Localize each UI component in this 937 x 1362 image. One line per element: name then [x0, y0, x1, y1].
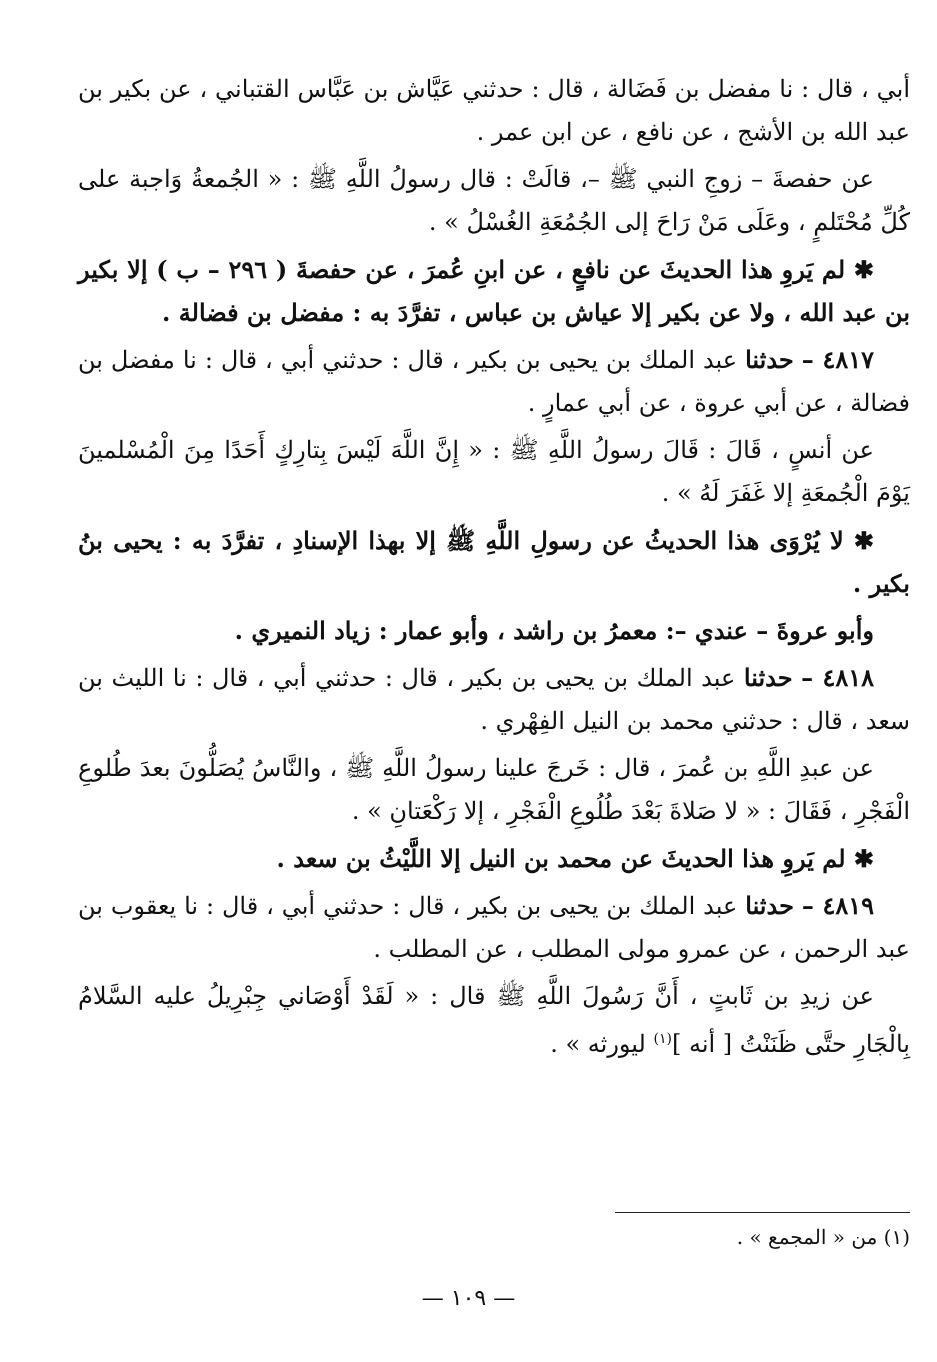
paragraph-hadith-ibn-umar: عن عبدِ اللَّهِ بن عُمرَ ، قال : خَرجَ علينا رسولُ اللَّهِ ﷺ ، والنَّاسُ يُصَلُّونَ بعدَ طُلوعِ الْفَجْرِ ، فَقَالَ : « لا صَلاةَ بَعْدَ طُلُوعِ الْفَجْرِ ، إلا رَكْعَتانِ » . — [78, 754, 910, 825]
hadith-isnad: عبد الملك بن يحيى بن بكير ، قال : حدثني أبي ، قال : نا يعقوب بن عبد الرحمن ، عن عمرو مولى المطلب ، عن المطلب . — [78, 892, 910, 963]
hadith-number: ٤٨١٨ – — [801, 663, 874, 692]
page-body — [78, 68, 910, 1070]
hadith-text: عن زيدِ بن ثَابتٍ ، أَنَّ رَسُولَ اللَّهِ ﷺ قال : « لَقَدْ أَوْصَاني جِبْرِيلُ عليه السَّلامُ بِالْجَارِ حتَّى ظَنَنْتُ [ أنه ] — [78, 982, 910, 1058]
paragraph-hadith-4818 — [78, 656, 910, 743]
footnote-divider — [615, 1212, 910, 1213]
hadith-lead: حدثنا — [745, 891, 794, 920]
paragraph-hadith-zayd — [78, 975, 910, 1066]
paragraph-hadith-4817 — [78, 338, 910, 425]
hadith-number: ٤٨١٩ – — [801, 891, 875, 920]
hadith-lead: حدثنا — [743, 663, 793, 692]
footnote-marker: (١) — [653, 1031, 672, 1047]
paragraph-hadith-anas: عن أنسٍ ، قَالَ : قَالَ رسولُ اللَّهِ ﷺ : « إِنَّ اللَّهَ لَيْسَ بِتارِكٍ أَحَدًا مِنَ الْمُسْلمينَ يَوْمَ الْجُمعَةِ إلا غَفَرَ لَهُ » . — [78, 436, 910, 507]
hadith-text-end: ليورثه » . — [550, 1030, 654, 1058]
hadith-number: ٤٨١٧ – — [801, 345, 874, 374]
paragraph-commentary-2: ✱ لا يُرْوَى هذا الحديثُ عن رسولِ اللَّهِ ﷺ إلا بهذا الإسنادِ ، تفرَّدَ به : يحيى بنُ بكير . — [78, 526, 910, 598]
hadith-lead: حدثنا — [745, 345, 794, 374]
hadith-isnad: عبد الملك بن يحيى بن بكير ، قال : حدثني أبي ، قال : نا مفضل بن فضالة ، عن أبي عروة ، عن أبي عمارٍ . — [78, 346, 910, 417]
footnote: (١) من « المجمع » . — [736, 1225, 910, 1249]
paragraph-commentary-1: ✱ لم يَروِ هذا الحديثَ عن نافعٍ ، عن ابنِ عُمرَ ، عن حفصةَ ( ٢٩٦ – ب ) إلا بكير بن عبد الله ، ولا عن بكير إلا عياش بن عباس ، تفرَّدَ به : مفضل بن فضالة . — [78, 255, 910, 327]
page-number: — ١٠٩ — — [421, 1286, 516, 1311]
paragraph-hadith-hafsa: عن حفصةَ – زوجِ النبي ﷺ –، قالَتْ : قال رسولُ اللَّهِ ﷺ : « الجُمعةُ وَاجبة على كُلِّ مُحْتَلمٍ ، وعَلَى مَنْ رَاحَ إلى الجُمُعَةِ الغُسْلُ » . — [78, 165, 910, 236]
paragraph-isnad-intro: أبي ، قال : نا مفضل بن فَضَالة ، قال : حدثني عَيَّاش بن عَبَّاس القتباني ، عن بكير بن عبد الله بن الأشج ، عن نافع ، عن ابن عمر . — [78, 75, 910, 146]
paragraph-note-abu-urwa: وأبو عروةَ – عندي –: معمرُ بن راشد ، وأبو عمار : زياد النميري . — [234, 616, 874, 645]
hadith-isnad: عبد الملك بن يحيى بن بكير ، قال : حدثني أبي ، قال : نا الليث بن سعد ، قال : حدثني محمد بن النيل الفِهْري . — [78, 664, 910, 735]
paragraph-hadith-4819 — [78, 884, 910, 971]
paragraph-commentary-3: ✱ لم يَروِ هذا الحديثَ عن محمد بن النيل إلا اللَّيْثُ بن سعد . — [276, 844, 874, 873]
